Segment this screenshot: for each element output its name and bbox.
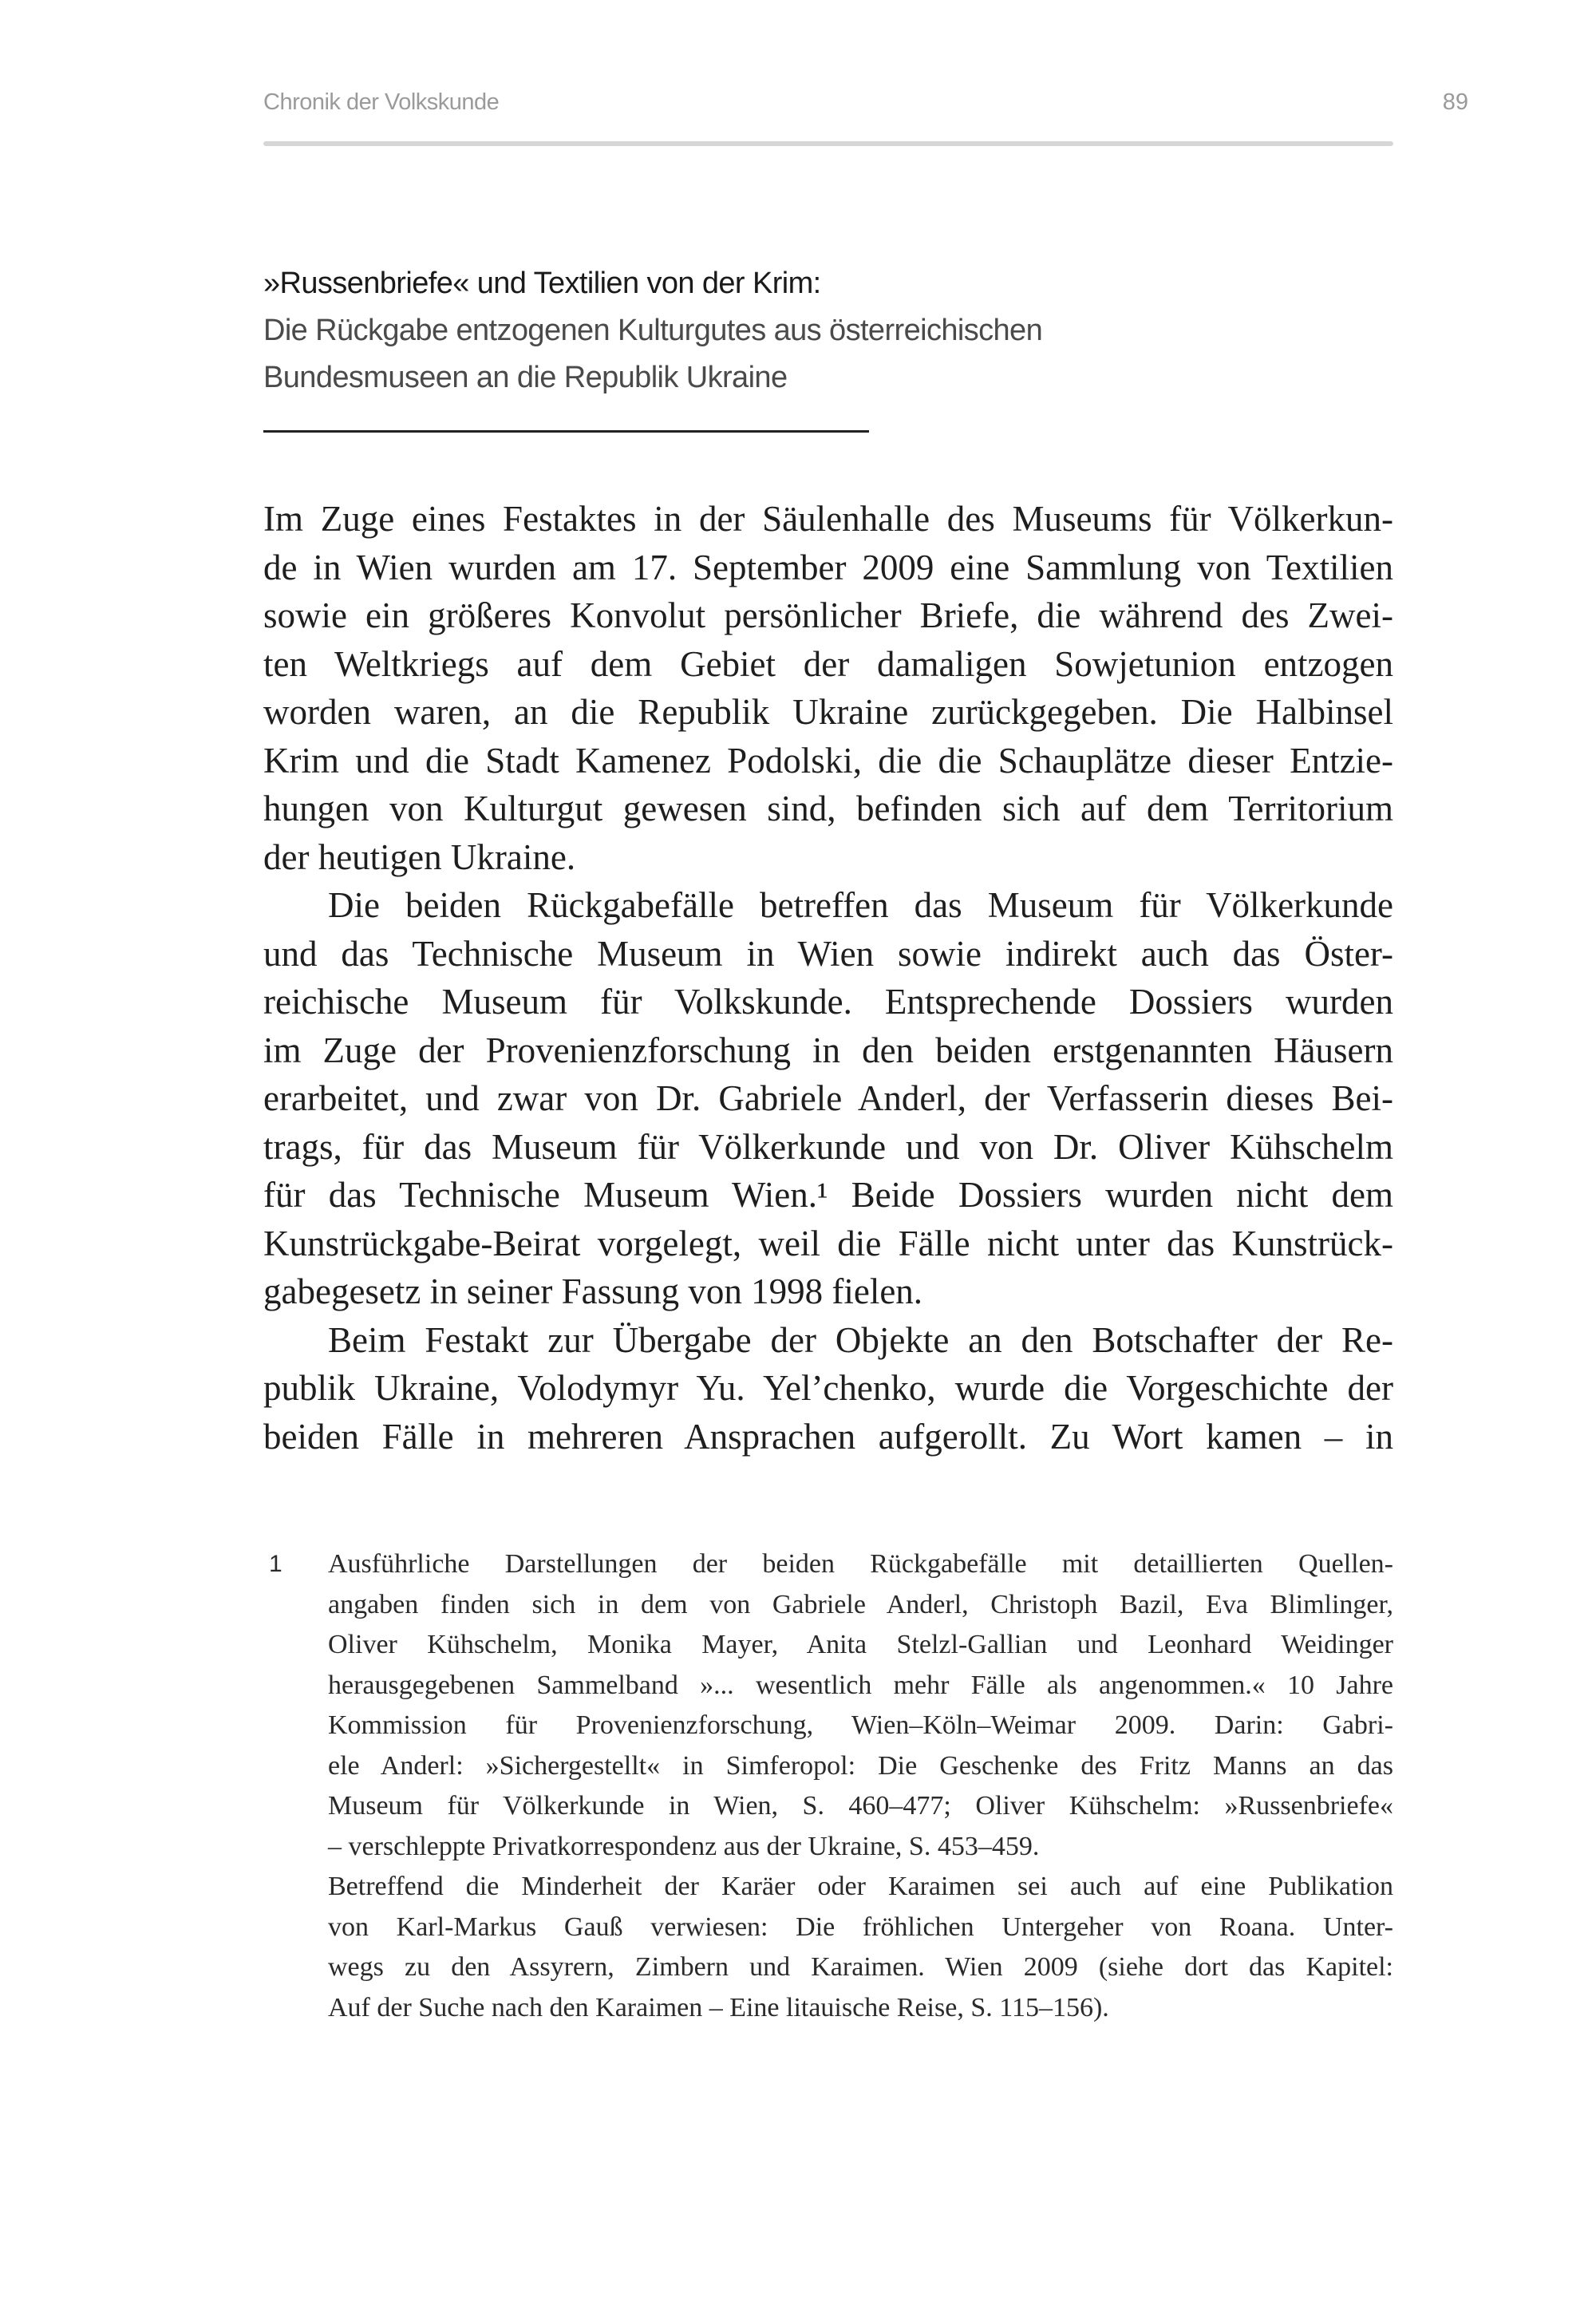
page-number: 89 — [1442, 89, 1468, 115]
footnote-line: Ausführliche Darstellungen der beiden Rückgabefälle mit detaillierten Quellen- — [328, 1549, 1393, 1579]
text-line: im Zuge der Provenienzforschung in den beiden erstgenannten Häusern — [263, 1030, 1393, 1070]
footnote-line: wegs zu den Assyrern, Zimbern und Karaimen. Wien 2009 (siehe dort das Kapitel: — [328, 1952, 1393, 1982]
title-rule — [263, 430, 869, 433]
running-head-title: Chronik der Volkskunde — [263, 89, 500, 115]
text-line: erarbeitet, und zwar von Dr. Gabriele Anderl, der Verfasserin dieses Bei- — [263, 1078, 1393, 1118]
text-line: publik Ukraine, Volodymyr Yu. Yel’chenko, wurde die Vorgeschichte der — [263, 1368, 1393, 1408]
article-title — [263, 260, 1042, 401]
footnote-line: herausgegebenen Sammelband »... wesentlich mehr Fälle als angenommen.« 10 Jahre — [328, 1670, 1393, 1700]
text-line: Kunstrückgabe-Beirat vorgelegt, weil die Fälle nicht unter das Kunstrück- — [263, 1223, 1393, 1263]
footnote-line: – verschleppte Privatkorrespondenz aus der Ukraine, S. 453–459. — [328, 1831, 1040, 1861]
article-body — [263, 495, 1393, 1461]
text-line: sowie ein größeres Konvolut persönlicher Briefe, die während des Zwei- — [263, 595, 1393, 635]
footnote-line: Auf der Suche nach den Karaimen – Eine litauische Reise, S. 115–156). — [328, 1992, 1109, 2022]
footnote-line: ele Anderl: »Sichergestellt« in Simferopol: Die Geschenke des Fritz Manns an das — [328, 1750, 1393, 1781]
body-paragraph — [263, 881, 1393, 1316]
subtitle-line: Die Rückgabe entzogenen Kulturgutes aus österreichischen — [263, 314, 1043, 347]
text-line: der heutigen Ukraine. — [263, 836, 576, 877]
text-line: worden waren, an die Republik Ukraine zurückgegeben. Die Halbinsel — [263, 692, 1393, 732]
text-line: Im Zuge eines Festaktes in der Säulenhalle des Museums für Völkerkun- — [263, 499, 1393, 539]
subtitle-line: Bundesmuseen an die Republik Ukraine — [263, 361, 788, 394]
text-line: trags, für das Museum für Völkerkunde und von Dr. Oliver Kühschelm — [263, 1126, 1393, 1167]
title-line: »Russenbriefe« und Textilien von der Krim: — [263, 267, 821, 300]
text-line: Krim und die Stadt Kamenez Podolski, die die Schauplätze dieser Entzie- — [263, 740, 1393, 781]
footnote-number: 1 — [269, 1551, 282, 1577]
text-line: gabegesetz in seiner Fassung von 1998 fielen. — [263, 1271, 923, 1311]
text-line: ten Weltkriegs auf dem Gebiet der damaligen Sowjetunion entzogen — [263, 643, 1393, 684]
text-line: reichische Museum für Volkskunde. Entsprechende Dossiers wurden — [263, 982, 1393, 1022]
footnote-line: Betreffend die Minderheit der Karäer oder Karaimen sei auch auf eine Publikation — [328, 1872, 1393, 1901]
text-line: Die beiden Rückgabefälle betreffen das Museum für Völkerkunde — [328, 885, 1393, 925]
footnotes — [263, 1544, 1393, 2028]
header-rule — [263, 141, 1393, 146]
body-paragraph — [263, 1316, 1393, 1461]
footnote-line: von Karl-Markus Gauß verwiesen: Die fröhlichen Untergeher von Roana. Unter- — [328, 1912, 1393, 1942]
footnote-line: angaben finden sich in dem von Gabriele Anderl, Christoph Bazil, Eva Blimlinger, — [328, 1589, 1393, 1619]
body-paragraph — [263, 495, 1393, 881]
text-line: de in Wien wurden am 17. September 2009 eine Sammlung von Textilien — [263, 547, 1393, 587]
text-line: hungen von Kulturgut gewesen sind, befinden sich auf dem Territorium — [263, 789, 1393, 828]
footnote — [263, 1544, 1393, 2028]
footnote-line: Kommission für Provenienzforschung, Wien–Köln–Weimar 2009. Darin: Gabri- — [328, 1710, 1393, 1740]
footnote-line: Museum für Völkerkunde in Wien, S. 460–477; Oliver Kühschelm: »Russenbriefe« — [328, 1791, 1393, 1821]
text-line: und das Technische Museum in Wien sowie indirekt auch das Öster- — [263, 933, 1393, 974]
text-line: Beim Festakt zur Übergabe der Objekte an den Botschafter der Re- — [328, 1319, 1393, 1360]
footnote-line: Oliver Kühschelm, Monika Mayer, Anita Stelzl-Gallian und Leonhard Weidinger — [328, 1630, 1393, 1659]
text-line: beiden Fälle in mehreren Ansprachen aufgerollt. Zu Wort kamen – in — [263, 1416, 1393, 1457]
text-line: für das Technische Museum Wien.¹ Beide Dossiers wurden nicht dem — [263, 1175, 1393, 1215]
